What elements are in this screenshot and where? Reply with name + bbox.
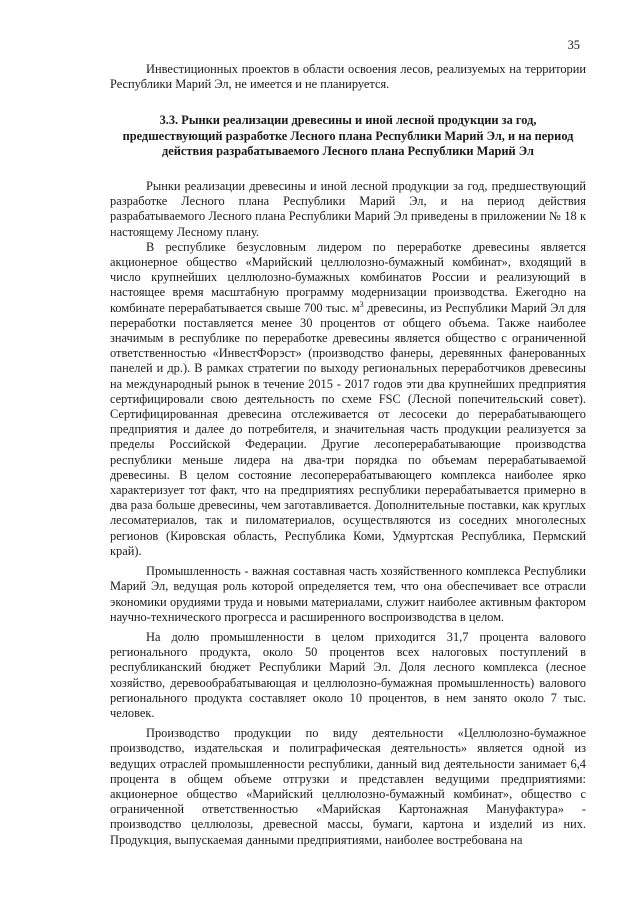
intro-paragraph: Инвестиционных проектов в области освоения лесов, реализуемых на территории Республики Марий Эл, не имеется и не планируется. [110, 62, 586, 92]
document-body [110, 62, 586, 848]
paragraph-pulp-paper: Производство продукции по виду деятельности «Целлюлозно-бумажное производство, издательская и полиграфическая деятельность» является одной из ведущих отраслей промышленности республики, данный вид деятельности занимает 6,4 процента в общем объеме отгрузки и представлен ведущими предприятиями: акционерное общество «Марийский целлюлозно-бумажный комбинат», общество с ограниченной ответственностью «Марийская Картонажная Мануфактура» - производство целлюлозы, древесной массы, бумаги, картона и изделий из них. Продукция, выпускаемая данными предприятиями, наиболее востребована на [110, 726, 586, 847]
cubic-superscript: 3 [359, 299, 364, 309]
paragraph-leader-enterprises [110, 240, 586, 559]
paragraph-industry-share: На долю промышленности в целом приходится 31,7 процента валового регионального продукта, около 50 процентов всех налоговых поступлений в республиканский бюджет Республики Марий Эл. Доля лесного комплекса (лесное хозяйство, деревообрабатывающая и целлюлозно-бумажная промышленность) валового регионального продукта составляет около 10 процентов, в нем занято около 7 тыс. человек. [110, 629, 586, 720]
paragraph-markets: Рынки реализации древесины и иной лесной продукции за год, предшествующий разработке Лесного плана Республики Марий Эл, и на период действия разрабатываемого Лесного плана Республики Марий Эл приведены в приложении № 18 к настоящему Лесному плану. [110, 179, 586, 239]
section-heading: 3.3. Рынки реализации древесины и иной лесной продукции за год, предшествующий разработке Лесного плана Республики Марий Эл, и на период действия разрабатываемого Лесного плана Республики Марий Эл [122, 113, 574, 158]
page-number: 35 [567, 38, 580, 52]
paragraph-leader-part-1: В республике безусловным лидером по переработке древесины является акционерное общество «Марийский целлюлозно-бумажный комбинат», входящий в число крупнейших целлюлозно-бумажных комбинатов России и реализующий в настоящее время масштабную программу модернизации производства. Ежегодно на комбинате перерабатывается свыше 700 тыс. м [110, 239, 586, 315]
paragraph-leader-part-2: древесины, из Республики Марий Эл для переработки поставляется менее 30 процентов от общего объема. Также наиболее значимым в республике по переработке древесины является общество с ограниченной ответственностью «ИнвестФорэст» (производство фанеры, деревянных фанерованных панелей и др.). В рамках стратегии по выходу региональных переработчиков древесины на международный рынок в течение 2015 - 2017 годов эти два крупнейших предприятия сертифицировали свою деятельность по схеме FSC (Лесной попечительский совет). Сертифицированная древесина отслеживается от лесосеки до перерабатывающего предприятия и далее до потребителя, и значительная часть продукции реализуется за пределы Российской Федерации. Другие лесоперерабатывающие производства республики меньше лидера на два-три порядка по объемам перерабатываемой древесины. В целом состояние лесоперерабатывающего комплекса наиболее ярко характеризует тот факт, что на предприятиях республики перерабатывается примерно в два раза больше древесины, чем заготавливается. Дополнительные поставки, как круглых лесоматериалов, так и пиломатериалов, осуществляются из соседних многолесных регионов (Кировская область, Республика Коми, Удмуртская Республика, Пермский край). [110, 300, 586, 558]
paragraph-industry: Промышленность - важная составная часть хозяйственного комплекса Республики Марий Эл, ведущая роль которой определяется тем, что она обеспечивает все отрасли экономики орудиями труда и новыми материалами, служит наиболее активным фактором научно-технического прогресса и расширенного воспроизводства в целом. [110, 564, 586, 624]
